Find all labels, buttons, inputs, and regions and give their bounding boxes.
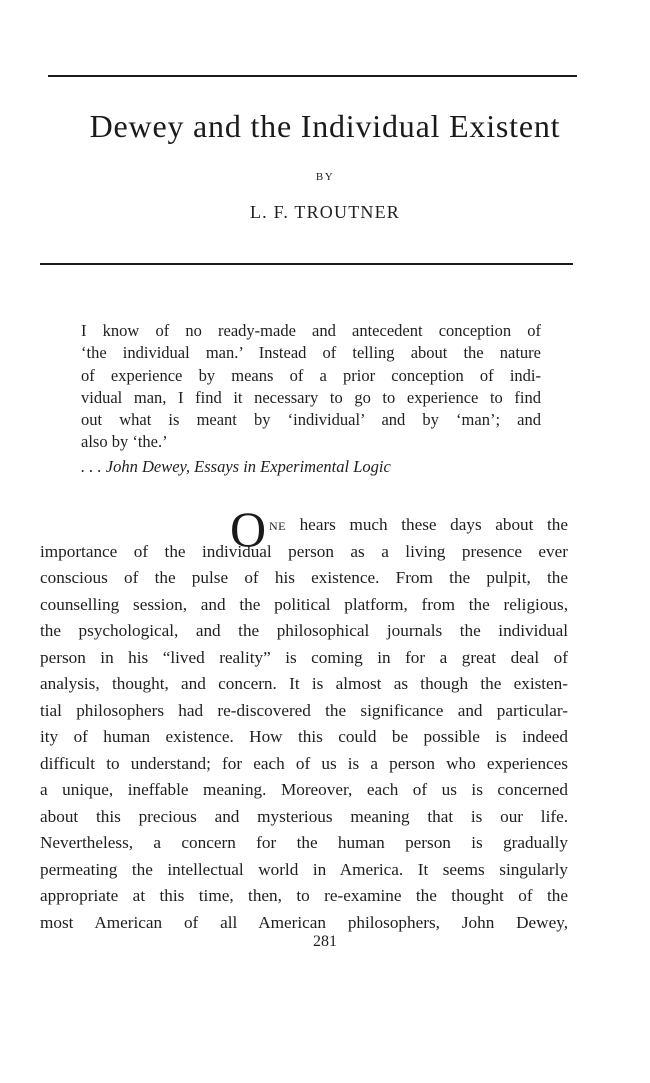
top-rule: [48, 75, 577, 77]
small-caps-word: NE: [269, 519, 286, 533]
epigraph-line: ‘the individual man.’ Instead of telling about the nature: [81, 343, 541, 363]
body-line: appropriate at this time, then, to re-examine the thought of the: [40, 886, 568, 905]
body-line: conscious of the pulse of his existence. From the pulpit, the: [40, 568, 568, 587]
body-line: difficult to understand; for each of us is a person who experiences: [40, 753, 568, 773]
body-line: permeating the intellectual world in America. It seems singularly: [40, 859, 568, 879]
bottom-rule: [40, 263, 573, 265]
first-line-text: hears much these days about the: [286, 515, 568, 534]
article-title: Dewey and the Individual Existent: [89, 108, 561, 144]
body-line: a unique, ineffable meaning. Moreover, each of us is concerned: [40, 780, 568, 799]
drop-cap: O: [230, 501, 267, 557]
body-line: importance of the individual person as a living presence ever: [40, 541, 568, 561]
page-number: 281: [313, 933, 337, 950]
body-line: the psychological, and the philosophical journals the individual: [40, 621, 568, 640]
body-line: Nevertheless, a concern for the human person is gradually: [40, 833, 568, 852]
body-line: analysis, thought, and concern. It is almost as though the existen-: [40, 674, 568, 693]
epigraph: [81, 320, 541, 478]
body-line: ity of human existence. How this could be possible is indeed: [40, 727, 568, 746]
body-line: about this precious and mysterious meaning that is our life.: [40, 806, 568, 826]
body-line: tial philosophers had re-discovered the significance and particular-: [40, 700, 568, 720]
body-line: counselling session, and the political platform, from the religious,: [40, 594, 568, 614]
epigraph-line: also by ‘the.’: [81, 432, 168, 452]
body-first-line: [269, 512, 568, 539]
body-line: person in his “lived reality” is coming in for a great deal of: [40, 647, 568, 667]
epigraph-line: vidual man, I find it necessary to go to experience to find: [81, 387, 541, 407]
epigraph-line: I know of no ready-made and antecedent conception of: [81, 321, 541, 340]
epigraph-line: out what is meant by ‘individual’ and by ‘man’; and: [81, 410, 541, 430]
author-name: L. F. TROUTNER: [249, 202, 401, 222]
epigraph-line: of experience by means of a prior conception of indi-: [81, 365, 541, 385]
epigraph-attribution: . . . John Dewey, Essays in Experimental Logic: [81, 456, 391, 476]
body-line: most American of all American philosophers, John Dewey,: [40, 912, 568, 932]
body-text: [40, 501, 568, 936]
byline: BY: [315, 171, 335, 183]
